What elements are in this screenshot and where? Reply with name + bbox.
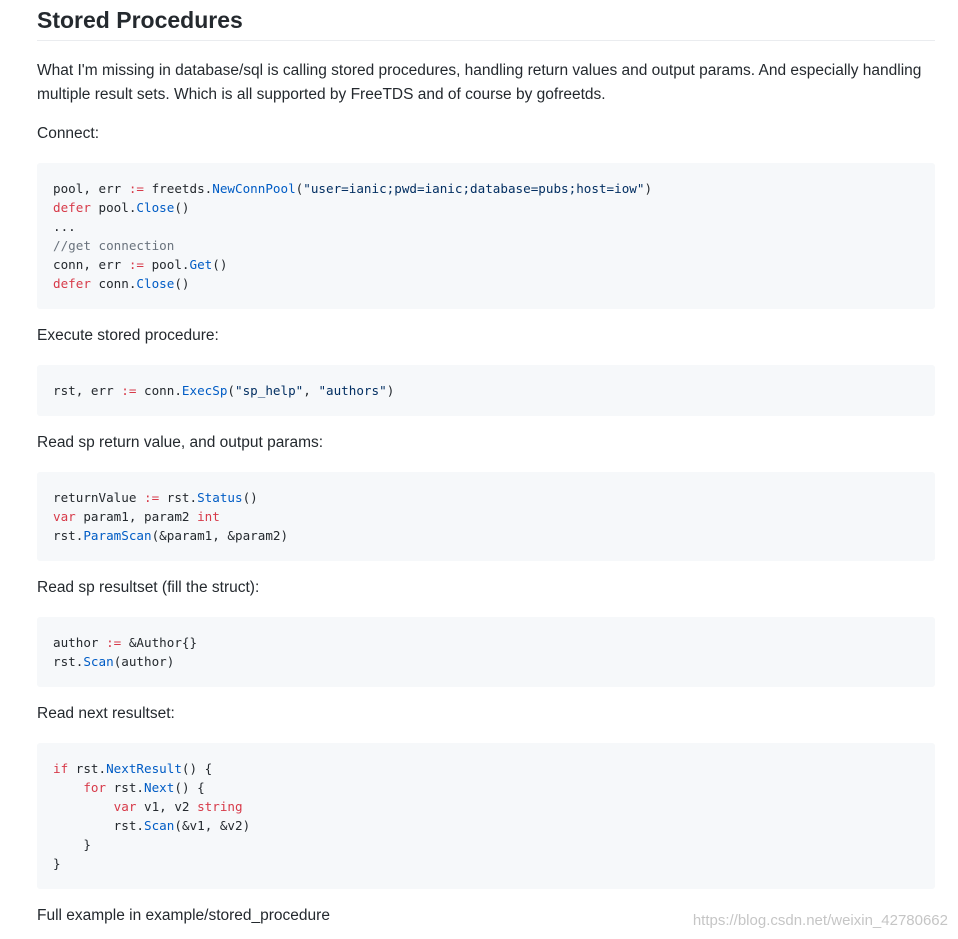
- code-text: &Author{}: [121, 635, 198, 650]
- code-text: rst.: [106, 780, 145, 795]
- code-keyword: if: [53, 761, 69, 776]
- code-line: [53, 217, 919, 236]
- code-text: pool, err: [53, 181, 129, 196]
- code-text: }: [53, 856, 61, 871]
- code-line: [53, 179, 919, 198]
- code-line: [53, 488, 919, 507]
- code-text: (&v1, &v2): [174, 818, 251, 833]
- return-value-code-block: [37, 472, 935, 561]
- code-keyword: defer: [53, 200, 91, 215]
- code-string: "authors": [318, 383, 387, 398]
- code-text: ...: [53, 219, 76, 234]
- code-text: rst, err: [53, 383, 122, 398]
- code-text: (): [174, 276, 190, 291]
- code-function: ParamScan: [83, 528, 152, 543]
- execute-label: Execute stored procedure:: [37, 327, 219, 344]
- code-line: [53, 652, 919, 671]
- code-function: Close: [136, 276, 175, 291]
- code-text: ): [386, 383, 395, 398]
- code-line: [53, 759, 919, 778]
- code-text: conn.: [136, 383, 182, 398]
- code-text: (): [174, 200, 190, 215]
- page-title: Stored Procedures: [37, 0, 935, 41]
- code-line: [53, 381, 919, 400]
- code-text: author: [53, 635, 107, 650]
- code-function: Next: [144, 780, 175, 795]
- code-text: rst.: [53, 654, 84, 669]
- return-value-label: Read sp return value, and output params:: [37, 434, 324, 451]
- code-operator: :=: [128, 181, 144, 196]
- code-text: (): [242, 490, 258, 505]
- code-line: [53, 274, 919, 293]
- code-text: rst.: [68, 761, 107, 776]
- code-text: rst.: [53, 528, 84, 543]
- code-function: Scan: [144, 818, 175, 833]
- code-line: [53, 797, 919, 816]
- code-text: v1, v2: [136, 799, 198, 814]
- code-text: param1, param2: [75, 509, 198, 524]
- code-string: "sp_help": [235, 383, 304, 398]
- markdown-body: [37, 0, 935, 928]
- code-keyword: defer: [53, 276, 91, 291]
- code-text: (: [227, 383, 236, 398]
- code-line: [53, 633, 919, 652]
- code-text: rst.: [113, 818, 145, 833]
- code-text: (&param1, &param2): [151, 528, 289, 543]
- code-text: (author): [113, 654, 175, 669]
- code-text: ,: [303, 383, 319, 398]
- code-keyword: int: [197, 509, 220, 524]
- next-resultset-label: Read next resultset:: [37, 705, 175, 722]
- code-text: conn, err: [53, 257, 129, 272]
- code-indent: [53, 799, 114, 814]
- code-keyword: string: [197, 799, 243, 814]
- code-line: [53, 816, 919, 835]
- code-comment: //get connection: [53, 238, 175, 253]
- code-function: NewConnPool: [212, 181, 296, 196]
- code-text: rst.: [159, 490, 198, 505]
- code-string: "user=ianic;pwd=ianic;database=pubs;host=iow": [303, 181, 645, 196]
- code-operator: :=: [144, 490, 160, 505]
- code-text: pool.: [144, 257, 190, 272]
- code-function: NextResult: [106, 761, 182, 776]
- code-text: ): [644, 181, 653, 196]
- code-function: Get: [189, 257, 213, 272]
- code-line: [53, 507, 919, 526]
- code-keyword: for: [83, 780, 107, 795]
- code-text: pool.: [90, 200, 137, 215]
- code-operator: :=: [128, 257, 144, 272]
- code-text: }: [53, 837, 91, 852]
- code-function: Scan: [83, 654, 114, 669]
- code-line: [53, 236, 919, 255]
- code-operator: :=: [106, 635, 122, 650]
- code-text: (: [295, 181, 304, 196]
- code-function: Status: [197, 490, 243, 505]
- code-line: [53, 526, 919, 545]
- code-text: conn.: [90, 276, 137, 291]
- intro-paragraph: What I'm missing in database/sql is calling stored procedures, handling return values and output params. And especially handling multiple result sets. Which is all supported by FreeTDS and of course by gofreetds.: [37, 62, 922, 103]
- code-line: [53, 255, 919, 274]
- resultset-label: Read sp resultset (fill the struct):: [37, 579, 260, 596]
- execute-code-block: [37, 365, 935, 416]
- code-indent: [53, 780, 83, 795]
- code-keyword: var: [113, 799, 137, 814]
- code-text: () {: [181, 761, 213, 776]
- connect-label: Connect:: [37, 125, 100, 142]
- connect-code-block: [37, 163, 935, 309]
- code-function: Close: [136, 200, 175, 215]
- code-text: returnValue: [53, 490, 144, 505]
- code-operator: :=: [121, 383, 137, 398]
- next-resultset-code-block: [37, 743, 935, 889]
- code-indent: [53, 818, 114, 833]
- code-line: [53, 835, 919, 854]
- code-line: [53, 778, 919, 797]
- code-text: () {: [174, 780, 205, 795]
- code-line: [53, 198, 919, 217]
- footer-note: Full example in example/stored_procedure: [37, 907, 330, 924]
- code-function: ExecSp: [181, 383, 228, 398]
- code-text: freetds.: [144, 181, 213, 196]
- code-text: (): [212, 257, 228, 272]
- code-line: [53, 854, 919, 873]
- watermark: https://blog.csdn.net/weixin_42780662: [692, 912, 948, 929]
- code-keyword: var: [53, 509, 76, 524]
- resultset-code-block: [37, 617, 935, 687]
